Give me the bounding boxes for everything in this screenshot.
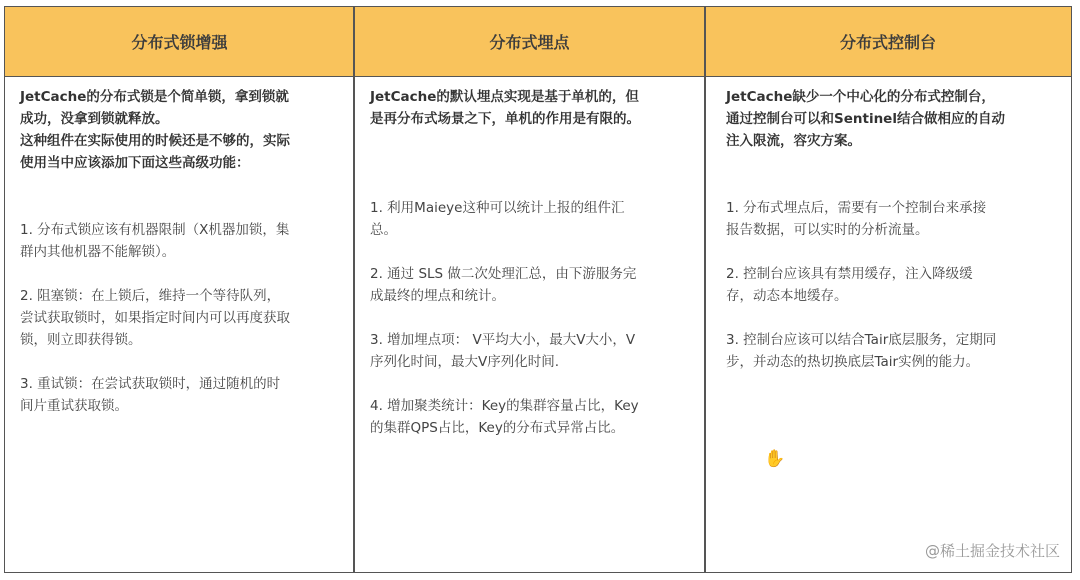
item-line: 2. 通过 SLS 做二次处理汇总，由下游服务完 [370, 266, 637, 282]
item-line: 锁，则立即获得锁。 [20, 332, 142, 348]
item-line: 总。 [370, 222, 397, 238]
column-distributed-lock [20, 86, 350, 417]
intro-line: 是再分布式场景之下，单机的作用是有限的。 [370, 111, 640, 127]
list-item [20, 219, 350, 263]
intro-line: 成功，没拿到锁就释放。 [20, 111, 169, 127]
item-line: 3. 增加埋点项： V平均大小，最大V大小，V [370, 332, 636, 348]
list-item [370, 197, 700, 241]
list-item [20, 373, 350, 417]
item-line: 成最终的埋点和统计。 [370, 288, 505, 304]
intro-line: JetCache缺少一个中心化的分布式控制台， [726, 89, 995, 105]
item-line: 1. 分布式埋点后，需要有一个控制台来承接 [726, 200, 987, 216]
column-distributed-tracking [370, 86, 700, 439]
item-line: 1. 利用Maieye这种可以统计上报的组件汇 [370, 200, 625, 216]
column-header-distributed-tracking: 分布式埋点 [354, 7, 705, 77]
column-intro [20, 86, 350, 174]
intro-line: 使用当中应该添加下面这些高级功能： [20, 155, 250, 171]
list-item [370, 395, 700, 439]
list-item [20, 285, 350, 351]
item-line: 1. 分布式锁应该有机器限制（X机器加锁，集 [20, 222, 290, 238]
item-line: 间片重试获取锁。 [20, 398, 128, 414]
item-line: 存，动态本地缓存。 [726, 288, 848, 304]
item-line: 尝试获取锁时，如果指定时间内可以再度获取 [20, 310, 290, 326]
item-line: 3. 控制台应该可以结合Tair底层服务，定期同 [726, 332, 997, 348]
item-line: 2. 阻塞锁：在上锁后，维持一个等待队列， [20, 288, 281, 304]
list-item [726, 263, 1066, 307]
column-intro [726, 86, 1066, 152]
item-line: 序列化时间，最大V序列化时间. [370, 354, 560, 370]
column-divider [704, 7, 706, 572]
list-item [370, 329, 700, 373]
column-header-distributed-lock: 分布式锁增强 [5, 7, 354, 77]
watermark: @稀土掘金技术社区 [924, 542, 1060, 560]
list-item [726, 197, 1066, 241]
item-line: 群内其他机器不能解锁）。 [20, 244, 176, 260]
item-line: 2. 控制台应该具有禁用缓存，注入降级缓 [726, 266, 973, 282]
item-line: 的集群QPS占比，Key的分布式异常占比。 [370, 420, 625, 436]
intro-line: 通过控制台可以和Sentinel结合做相应的自动 [726, 111, 1005, 127]
intro-line: JetCache的分布式锁是个简单锁，拿到锁就 [20, 89, 289, 105]
list-item [726, 329, 1066, 373]
list-item [370, 263, 700, 307]
item-line: 3. 重试锁：在尝试获取锁时，通过随机的时 [20, 376, 281, 392]
intro-line: 这种组件在实际使用的时候还是不够的，实际 [20, 133, 290, 149]
column-intro [370, 86, 700, 130]
intro-line: 注入限流，容灾方案。 [726, 133, 861, 149]
intro-line: JetCache的默认埋点实现是基于单机的，但 [370, 89, 639, 105]
column-divider [353, 7, 355, 572]
item-line: 报告数据，可以实时的分析流量。 [726, 222, 929, 238]
hand-cursor-icon: ✋ [764, 449, 786, 469]
column-header-distributed-console: 分布式控制台 [705, 7, 1071, 77]
item-line: 4. 增加聚类统计：Key的集群容量占比，Key [370, 398, 639, 414]
item-line: 步，并动态的热切换底层Tair实例的能力。 [726, 354, 980, 370]
column-distributed-console [726, 86, 1066, 373]
